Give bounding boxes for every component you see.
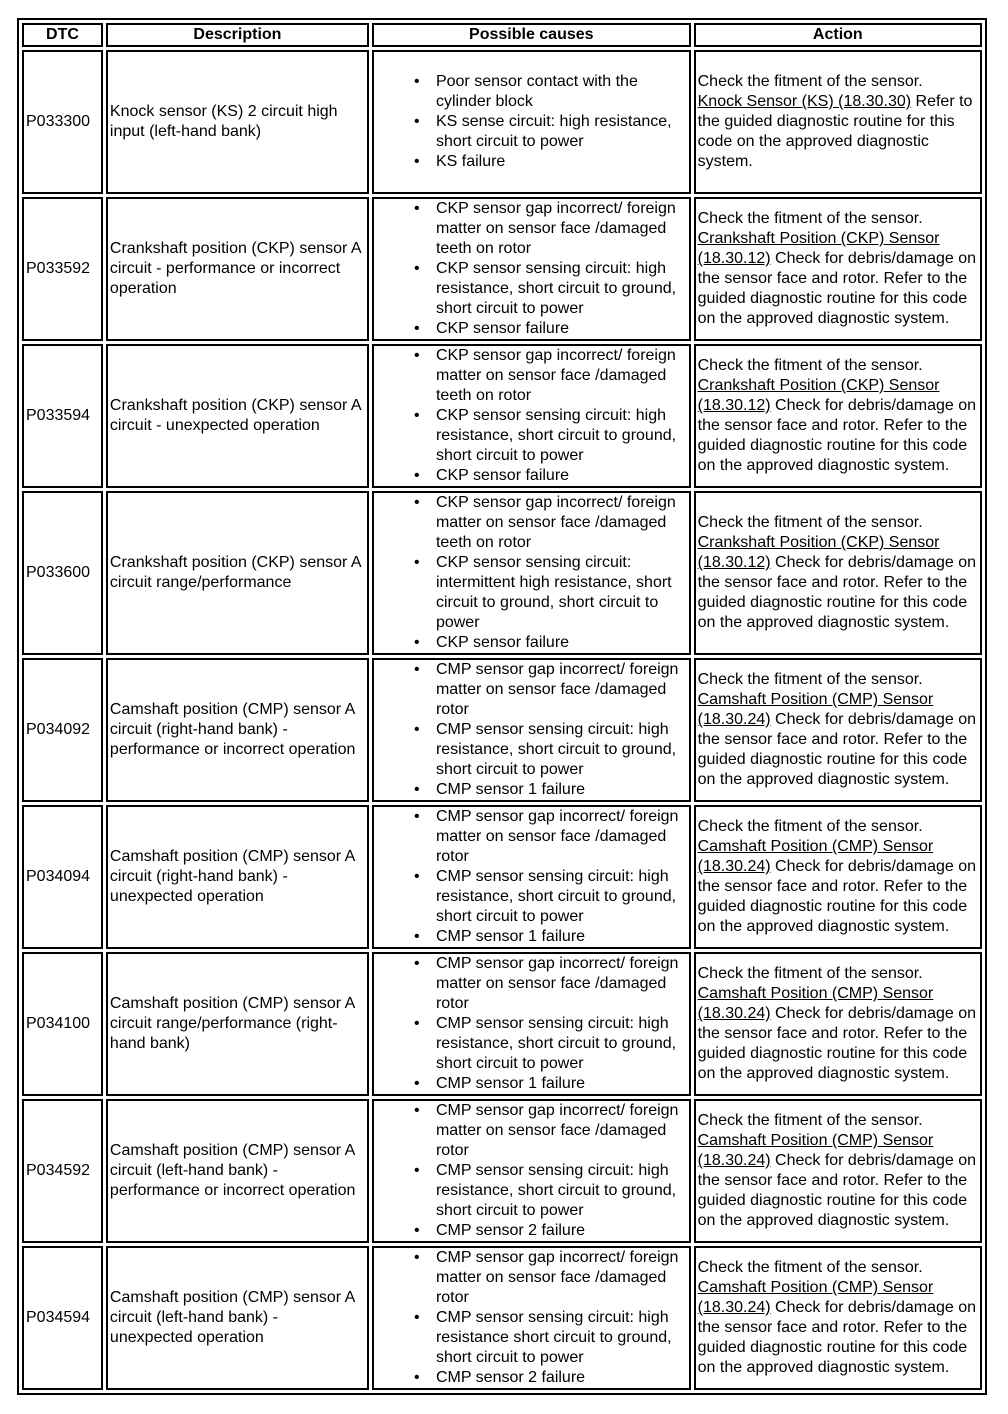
dtc-code [22, 491, 103, 655]
cause-item: • CMP sensor gap incorrect/ foreign matter on sensor face /damaged rotor [376, 807, 687, 867]
action-cell [694, 658, 982, 802]
table-row [22, 805, 982, 949]
table-row [22, 658, 982, 802]
header-dtc: DTC [22, 23, 103, 47]
action-cell [694, 952, 982, 1096]
possible-causes [372, 805, 691, 949]
table-row [22, 344, 982, 488]
action-intro: Check the fitment of the sensor. [697, 965, 923, 982]
procedure-link[interactable]: Camshaft Position (CMP) Sensor (18.30.24) [697, 838, 934, 875]
possible-causes [372, 1246, 691, 1390]
cause-item: • KS failure [376, 152, 687, 172]
action-intro: Check the fitment of the sensor. [697, 1259, 923, 1276]
action-intro: Check the fitment of the sensor. [697, 1112, 923, 1129]
action-cell [694, 805, 982, 949]
dtc-code-text: P033594 [26, 407, 91, 424]
dtc-table [17, 18, 987, 1395]
causes-list [376, 493, 687, 653]
action-cell [694, 491, 982, 655]
description-text: Camshaft position (CMP) sensor A circuit (right-hand bank) - unexpected operation [109, 848, 355, 905]
action-text: Check for debris/damage on the sensor face and rotor. Refer to the guided diagnostic routine for this code on the approved diagnostic system. [697, 711, 977, 788]
cause-item: • CKP sensor sensing circuit: high resistance, short circuit to ground, short circuit to power [376, 259, 687, 319]
dtc-code-text: P034592 [26, 1162, 91, 1179]
causes-list [376, 1101, 687, 1241]
cause-item: • CMP sensor sensing circuit: high resistance, short circuit to ground, short circuit to power [376, 720, 687, 780]
dtc-code [22, 658, 103, 802]
dtc-code [22, 1246, 103, 1390]
action-text: Check for debris/damage on the sensor face and rotor. Refer to the guided diagnostic routine for this code on the approved diagnostic system. [697, 858, 977, 935]
cause-item: • Poor sensor contact with the cylinder block [376, 72, 687, 112]
description-text: Camshaft position (CMP) sensor A circuit range/performance (right-hand bank) [109, 995, 355, 1052]
cause-item: • KS sense circuit: high resistance, short circuit to power [376, 112, 687, 152]
dtc-code [22, 1099, 103, 1243]
cause-item: • CKP sensor gap incorrect/ foreign matter on sensor face /damaged teeth on rotor [376, 493, 687, 553]
cause-item: • CMP sensor 2 failure [376, 1368, 687, 1388]
possible-causes [372, 344, 691, 488]
description-text: Camshaft position (CMP) sensor A circuit (right-hand bank) - performance or incorrect operation [109, 701, 356, 758]
cause-item: • CMP sensor gap incorrect/ foreign matter on sensor face /damaged rotor [376, 660, 687, 720]
dtc-description [106, 50, 369, 194]
dtc-description [106, 1099, 369, 1243]
action-cell [694, 50, 982, 194]
description-text: Crankshaft position (CKP) sensor A circuit - unexpected operation [109, 397, 361, 434]
causes-list [376, 72, 687, 172]
description-text: Crankshaft position (CKP) sensor A circuit - performance or incorrect operation [109, 240, 361, 297]
cause-item: • CKP sensor gap incorrect/ foreign matter on sensor face /damaged teeth on rotor [376, 199, 687, 259]
causes-list [376, 807, 687, 947]
cause-item: • CMP sensor sensing circuit: high resistance short circuit to ground, short circuit to power [376, 1308, 687, 1368]
dtc-code [22, 344, 103, 488]
possible-causes [372, 491, 691, 655]
dtc-description [106, 1246, 369, 1390]
cause-item: • CMP sensor gap incorrect/ foreign matter on sensor face /damaged rotor [376, 1101, 687, 1161]
table-row [22, 952, 982, 1096]
action-intro: Check the fitment of the sensor. [697, 210, 923, 227]
procedure-link[interactable]: Knock Sensor (KS) (18.30.30) [697, 93, 912, 110]
cause-item: • CKP sensor sensing circuit: high resistance, short circuit to ground, short circuit to power [376, 406, 687, 466]
dtc-code [22, 805, 103, 949]
description-text: Knock sensor (KS) 2 circuit high input (left-hand bank) [109, 103, 338, 140]
cause-item: • CMP sensor 1 failure [376, 780, 687, 800]
procedure-link[interactable]: Camshaft Position (CMP) Sensor (18.30.24) [697, 1132, 934, 1169]
cause-item: • CKP sensor failure [376, 466, 687, 486]
header-action: Action [694, 23, 982, 47]
action-intro: Check the fitment of the sensor. [697, 671, 923, 688]
cause-item: • CKP sensor failure [376, 633, 687, 653]
action-text: Check for debris/damage on the sensor face and rotor. Refer to the guided diagnostic routine for this code on the approved diagnostic system. [697, 1152, 977, 1229]
cause-item: • CMP sensor 2 failure [376, 1221, 687, 1241]
action-text: Check for debris/damage on the sensor face and rotor. Refer to the guided diagnostic routine for this code on the approved diagnostic system. [697, 1299, 977, 1376]
description-text: Camshaft position (CMP) sensor A circuit (left-hand bank) - performance or incorrect operation [109, 1142, 356, 1199]
cause-item: • CMP sensor gap incorrect/ foreign matter on sensor face /damaged rotor [376, 1248, 687, 1308]
cause-item: • CMP sensor sensing circuit: high resistance, short circuit to ground, short circuit to power [376, 1161, 687, 1221]
dtc-description [106, 805, 369, 949]
cause-item: • CMP sensor 1 failure [376, 1074, 687, 1094]
table-row [22, 50, 982, 194]
cause-item: • CMP sensor gap incorrect/ foreign matter on sensor face /damaged rotor [376, 954, 687, 1014]
header-possible-causes: Possible causes [372, 23, 691, 47]
action-cell [694, 344, 982, 488]
action-intro: Check the fitment of the sensor. [697, 818, 923, 835]
dtc-description [106, 197, 369, 341]
cause-item: • CKP sensor gap incorrect/ foreign matter on sensor face /damaged teeth on rotor [376, 346, 687, 406]
dtc-description [106, 491, 369, 655]
action-intro: Check the fitment of the sensor. [697, 357, 923, 374]
description-text: Crankshaft position (CKP) sensor A circuit range/performance [109, 554, 361, 591]
table-row [22, 197, 982, 341]
procedure-link[interactable]: Crankshaft Position (CKP) Sensor (18.30.12) [697, 377, 940, 414]
dtc-description [106, 658, 369, 802]
dtc-description [106, 344, 369, 488]
possible-causes [372, 658, 691, 802]
action-text: Check for debris/damage on the sensor face and rotor. Refer to the guided diagnostic routine for this code on the approved diagnostic system. [697, 1005, 977, 1082]
cause-item: • CKP sensor sensing circuit: intermittent high resistance, short circuit to ground, short circuit to power [376, 553, 687, 633]
dtc-code [22, 952, 103, 1096]
causes-list [376, 660, 687, 800]
possible-causes [372, 50, 691, 194]
causes-list [376, 1248, 687, 1388]
cause-item: • CMP sensor sensing circuit: high resistance, short circuit to ground, short circuit to power [376, 1014, 687, 1074]
action-cell [694, 1246, 982, 1390]
action-text: Check for debris/damage on the sensor face and rotor. Refer to the guided diagnostic routine for this code on the approved diagnostic system. [697, 397, 977, 474]
causes-list [376, 954, 687, 1094]
action-text: Refer to the guided diagnostic routine for this code on the approved diagnostic system. [697, 93, 973, 170]
procedure-link[interactable]: Camshaft Position (CMP) Sensor (18.30.24) [697, 1279, 934, 1316]
procedure-link[interactable]: Crankshaft Position (CKP) Sensor (18.30.12) [697, 534, 940, 571]
action-cell [694, 197, 982, 341]
dtc-code-text: P034094 [26, 868, 91, 885]
procedure-link[interactable]: Camshaft Position (CMP) Sensor (18.30.24) [697, 985, 934, 1022]
table-row [22, 1246, 982, 1390]
dtc-code-text: P033600 [26, 564, 91, 581]
action-intro: Check the fitment of the sensor. [697, 514, 923, 531]
action-cell [694, 1099, 982, 1243]
action-intro: Check the fitment of the sensor. [697, 73, 923, 90]
dtc-code [22, 197, 103, 341]
causes-list [376, 199, 687, 339]
causes-list [376, 346, 687, 486]
procedure-link[interactable]: Camshaft Position (CMP) Sensor (18.30.24) [697, 691, 934, 728]
possible-causes [372, 1099, 691, 1243]
cause-item: • CKP sensor failure [376, 319, 687, 339]
dtc-code-text: P034092 [26, 721, 91, 738]
possible-causes [372, 197, 691, 341]
possible-causes [372, 952, 691, 1096]
action-text: Check for debris/damage on the sensor face and rotor. Refer to the guided diagnostic routine for this code on the approved diagnostic system. [697, 554, 977, 631]
table-header-row [22, 23, 982, 47]
dtc-code-text: P034100 [26, 1015, 91, 1032]
dtc-code [22, 50, 103, 194]
description-text: Camshaft position (CMP) sensor A circuit (left-hand bank) - unexpected operation [109, 1289, 355, 1346]
header-description: Description [106, 23, 369, 47]
table-row [22, 491, 982, 655]
cause-item: • CMP sensor 1 failure [376, 927, 687, 947]
dtc-code-text: P033592 [26, 260, 91, 277]
dtc-code-text: P034594 [26, 1309, 91, 1326]
table-row [22, 1099, 982, 1243]
cause-item: • CMP sensor sensing circuit: high resistance, short circuit to ground, short circuit to power [376, 867, 687, 927]
procedure-link[interactable]: Crankshaft Position (CKP) Sensor (18.30.12) [697, 230, 940, 267]
dtc-code-text: P033300 [26, 113, 91, 130]
dtc-description [106, 952, 369, 1096]
action-text: Check for debris/damage on the sensor face and rotor. Refer to the guided diagnostic routine for this code on the approved diagnostic system. [697, 250, 977, 327]
